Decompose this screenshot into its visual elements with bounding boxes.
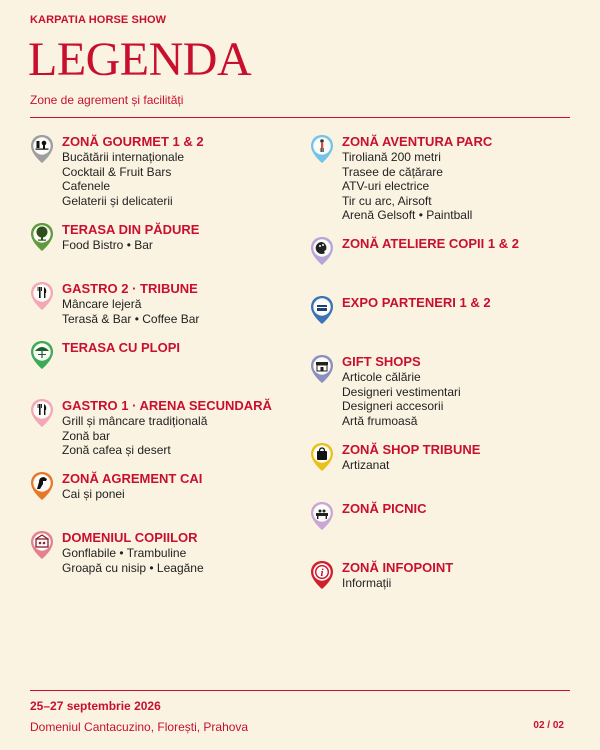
legend-item-title: GIFT SHOPS: [342, 354, 421, 369]
legend-item-line: ATV-uri electrice: [342, 179, 430, 193]
legend-item-title: GASTRO 1 · ARENA SECUNDARĂ: [62, 398, 272, 413]
event-dates: 25–27 septembrie 2026: [30, 699, 161, 713]
legend-item-title: GASTRO 2 · TRIBUNE: [62, 281, 198, 296]
legend-item-line: Food Bistro • Bar: [62, 238, 153, 252]
legend-item-title: ZONĂ INFOPOINT: [342, 560, 454, 575]
legend-item-line: Articole călărie: [342, 370, 421, 384]
legend-item-line: Artă frumoasă: [342, 413, 418, 428]
legend-item-description: [62, 546, 204, 575]
legend-item-description: [62, 150, 184, 208]
legend-item-line: Terasă & Bar • Coffee Bar: [62, 311, 200, 326]
gourmet-icon: [30, 134, 54, 164]
legend-item-line: Grill și mâncare tradițională: [62, 414, 208, 428]
legend-item-line: Arenă Gelsoft • Paintball: [342, 208, 473, 222]
cutlery-icon: [30, 281, 54, 311]
kids-icon: [30, 530, 54, 560]
legend-item-line: Designeri vestimentari: [342, 384, 461, 399]
legend-item-line: Zonă bar: [62, 428, 111, 443]
legend-item-line: Bucătării internaționale: [62, 150, 185, 164]
legend-item-description: [62, 238, 153, 253]
legend-item-line: Mâncare lejeră: [62, 297, 142, 311]
legend-item-line: Zonă cafea și desert: [62, 443, 171, 457]
legend-item-line: Cai și ponei: [62, 487, 125, 501]
legend-item-title: ZONĂ AVENTURA PARC: [342, 134, 493, 149]
expo-icon: [310, 295, 334, 325]
legend-item-title: ZONĂ AGREMENT CAI: [62, 471, 203, 486]
legend-item-title: ZONĂ GOURMET 1 & 2: [62, 134, 204, 149]
legend-item-line: Tiroliană 200 metri: [342, 150, 441, 164]
legend-item-line: Cocktail & Fruit Bars: [62, 164, 172, 179]
footer-divider: [30, 690, 570, 691]
legend-item-description: [62, 297, 199, 326]
parasol-icon: [30, 340, 54, 370]
horse-icon: [30, 471, 54, 501]
legend-item-line: Designeri accesorii: [342, 399, 444, 413]
legend-item-line: Gonflabile • Trambuline: [62, 546, 187, 560]
legend-item-title: ZONĂ SHOP TRIBUNE: [342, 442, 481, 457]
legend-item-line: Artizanat: [342, 458, 390, 472]
svg-text:i: i: [320, 567, 324, 579]
legend-item-description: [62, 487, 125, 502]
legend-item-title: ZONĂ ATELIERE COPII 1 & 2: [342, 236, 519, 251]
legend-item-line: Groapă cu nisip • Leagăne: [62, 560, 204, 575]
legend-item-description: [342, 458, 389, 473]
legend-item-description: [342, 576, 391, 591]
legend-item-line: Gelaterii și delicaterii: [62, 193, 173, 208]
top-divider: [30, 117, 570, 118]
legend-item-line: Tir cu arc, Airsoft: [342, 193, 432, 208]
legend-item-title: TERASA DIN PĂDURE: [62, 222, 200, 237]
page-title: LEGENDA: [28, 33, 252, 86]
legend-item-line: Trasee de cățărare: [342, 164, 443, 179]
page-number: 02 / 02: [533, 720, 564, 731]
palette-icon: [310, 236, 334, 266]
legend-item-description: [342, 150, 472, 223]
event-location: Domeniul Cantacuzino, Florești, Prahova: [30, 720, 249, 734]
legend-item-title: DOMENIUL COPIILOR: [62, 530, 198, 545]
shop-icon: [310, 354, 334, 384]
legend-item-title: TERASA CU PLOPI: [62, 340, 180, 355]
legend-item-description: [62, 414, 207, 458]
cutlery-icon: [30, 398, 54, 428]
info-icon: [310, 560, 334, 590]
picnic-icon: [310, 501, 334, 531]
legend-item-title: EXPO PARTENERI 1 & 2: [342, 295, 491, 310]
tree-icon: [30, 222, 54, 252]
legend-item-title: ZONĂ PICNIC: [342, 501, 427, 516]
legend-item-line: Informații: [342, 576, 392, 590]
adventure-icon: [310, 134, 334, 164]
legend-item-line: Cafenele: [62, 179, 111, 193]
bag-icon: [310, 442, 334, 472]
page-subtitle: Zone de agrement și facilități: [30, 93, 184, 107]
brand-label: KARPATIA HORSE SHOW: [30, 14, 167, 26]
legend-item-description: [342, 370, 461, 428]
